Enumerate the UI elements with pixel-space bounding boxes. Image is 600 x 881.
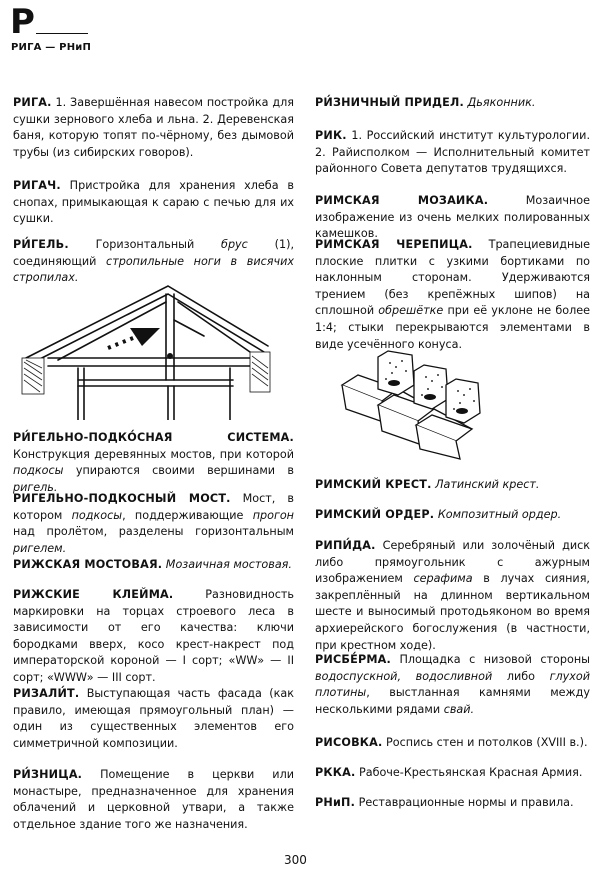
entry-text: Помещение в церкви или монастыре, предназначенное для хранения облачений и церковной утвари, а также отдельное здание того же назначения. — [13, 768, 294, 831]
entry-crossref: подкосы — [13, 464, 64, 478]
entry-headword: РИГА. — [13, 96, 52, 109]
entry-text: (1), соединяющий — [13, 238, 295, 268]
entry-text: над пролётом, разделены горизонтальным — [13, 525, 294, 539]
entry-headword: РИМСКИЙ ОРДЕР. — [315, 508, 435, 521]
entry-text: 1. Завершённая навесом постройка для сушки зернового хлеба и льна. 2. Деревенская баня, которую топят по-чёрному, без дымовой трубы (из сибирских говоров). — [13, 96, 294, 159]
entry-headword: РИПИ́ДА. — [315, 539, 376, 552]
roman-tile-illustration — [338, 345, 488, 460]
entry-text: Мост, в котором — [13, 492, 294, 522]
entry-text: Серебряный или золочёный диск либо прямоугольник с ажурным изображением — [315, 539, 590, 586]
entry-text: Реставрационные нормы и правила. — [355, 796, 574, 809]
entry-text: Конструкция деревянных мостов, при которой — [13, 447, 294, 461]
entry-text: в лучах сияния, закреплённый на длинном вертикальном шесте и выносимый протодьяконом во время архиерейского богослужения (в частности, при крестном ходе). — [315, 572, 590, 652]
entry-crossref: водоспускной, водосливной — [315, 669, 493, 683]
page-range-header: РИГА — РНиП — [11, 42, 92, 53]
letter-underline — [36, 33, 88, 34]
entry-text: либо — [492, 669, 550, 683]
entry-rik — [315, 128, 590, 178]
entry-text: Горизонтальный — [68, 238, 222, 251]
entry-headword: РИСОВКА. — [315, 736, 383, 749]
entry-rimskaya-cherepitsa — [315, 237, 590, 353]
entry-crossref: стропильные ноги в висячих стропилах. — [13, 254, 295, 285]
entry-crossref: прогон — [252, 508, 294, 522]
entry-rizhskie-kleima — [13, 587, 294, 687]
rafter-truss-illustration — [18, 280, 276, 420]
entry-headword: РИ́ЗНИЦА. — [13, 768, 83, 781]
entry-headword: РИЗАЛИ́Т. — [13, 687, 80, 700]
entry-rkka — [315, 765, 590, 782]
entry-crossref: Мозаичная мостовая. — [165, 558, 292, 571]
entry-text: Рабоче-Крестьянская Красная Армия. — [355, 766, 583, 779]
entry-text: Выступающая часть фасада (как правило, имеющая прямоугольный план) — один из существенных элементов его симметричной композиции. — [13, 687, 294, 750]
section-letter: Р — [10, 2, 35, 42]
entry-rigelno-podkosny-most — [13, 491, 294, 557]
entry-headword: РИГЕЛЬНО-ПОДКОСНЫЙ МОСТ. — [13, 492, 231, 505]
entry-text: Трапециевидные плоские плитки с узкими бортиками по наклонным сторонам. Удерживаются трением (без крепёжных шипов) на сплошной — [315, 238, 590, 318]
entry-text: упираются своими вершинами в — [63, 464, 294, 478]
entry-headword: РИК. — [315, 129, 347, 142]
entry-rigelno-podkosnaya — [13, 430, 294, 496]
entry-text: Мозаичное изображение из очень мелких полированных камешков. — [315, 194, 590, 241]
entry-riga — [13, 95, 294, 161]
entry-crossref: ригелем. — [13, 541, 67, 555]
entry-rnip — [315, 795, 590, 812]
entry-rizhskaya-mostovaya — [13, 557, 294, 574]
entry-text: 1. Российский институт культурологии. 2. Райисполком — Исполнительный комитет районного Совета депутатов трудящихся. — [315, 129, 590, 176]
entry-text: Площадка с низовой стороны — [390, 653, 590, 666]
entry-rizalit — [13, 686, 294, 752]
entry-text: , поддерживающие — [122, 508, 253, 522]
entry-crossref: Композитный ордер. — [437, 508, 562, 521]
entry-riznitsa — [13, 767, 294, 833]
entry-text: , выстланная камнями между несколькими рядами — [315, 686, 590, 716]
entry-ripida — [315, 538, 590, 654]
entry-risberma — [315, 652, 590, 718]
entry-headword: РИ́ГЕЛЬ. — [13, 238, 69, 251]
entry-rimsky-krest — [315, 477, 590, 494]
entry-crossref: подкосы — [71, 508, 123, 522]
entry-risovka — [315, 735, 590, 752]
entry-text: при её уклоне не более 1:4; стыки перекрываются элементами в виде усечённого конуса. — [315, 304, 590, 351]
entry-crossref: глухой плотины — [315, 669, 591, 700]
entry-headword: РИ́ЗНИЧНЫЙ ПРИДЕЛ. — [315, 96, 464, 109]
entry-rimskaya-mozaika — [315, 193, 590, 243]
entry-crossref: брус — [221, 238, 248, 251]
entry-text: Роспись стен и потолков (XVIII в.). — [382, 736, 588, 749]
entry-headword: РИГАЧ. — [13, 179, 61, 192]
entry-headword: РИ́ГЕЛЬНО-ПОДКО́СНАЯ СИСТЕМА. — [13, 431, 294, 444]
entry-crossref: Латинский крест. — [435, 478, 540, 491]
entry-crossref: Дьяконник. — [467, 96, 536, 109]
entry-crossref: свай. — [443, 702, 475, 716]
entry-crossref: ригель. — [13, 480, 58, 494]
entry-headword: РИЖСКИЕ КЛЕЙМА. — [13, 588, 174, 601]
entry-riznichny-pridel — [315, 95, 590, 112]
entry-crossref: серафима — [413, 572, 473, 586]
entry-headword: РККА. — [315, 766, 356, 779]
page-number: 300 — [284, 853, 307, 867]
entry-headword: РНиП. — [315, 796, 356, 809]
entry-headword: РИСБЕ́РМА. — [315, 653, 391, 666]
entry-crossref: обрешётке — [378, 304, 444, 318]
entry-rimsky-order — [315, 507, 590, 524]
entry-headword: РИМСКАЯ ЧЕРЕПИЦА. — [315, 238, 473, 251]
entry-headword: РИМСКАЯ МОЗАИКА. — [315, 194, 489, 207]
entry-text: Разновидность маркировки на торцах строевого леса в зависимости от его качества: ключи бородками вверх, косо крест-накрест под императорской короной — I сорт; «WW» — II сорт; «WWW» — III сорт. — [13, 588, 294, 684]
entry-headword: РИМСКИЙ КРЕСТ. — [315, 478, 432, 491]
entry-text: Пристройка для хранения хлеба в снопах, примыкающая к сараю с печью для их сушки. — [13, 179, 294, 226]
entry-headword: РИЖСКАЯ МОСТОВАЯ. — [13, 558, 163, 571]
entry-rigach — [13, 178, 294, 228]
